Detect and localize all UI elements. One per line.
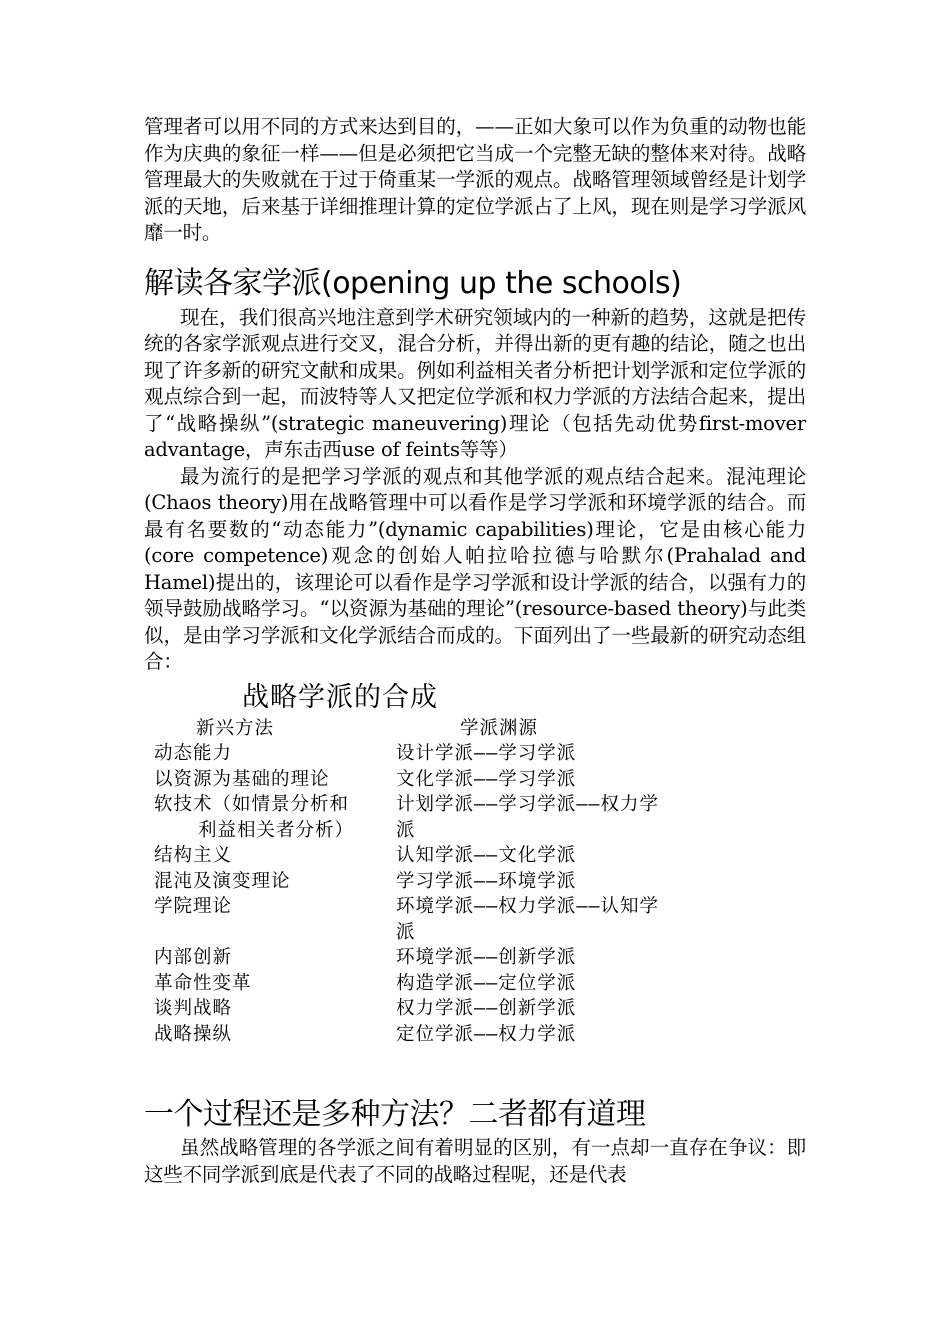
method-text: 混沌及演变理论: [154, 870, 291, 892]
table-row: [144, 741, 806, 767]
table-cell-method: [144, 843, 396, 869]
table-row: [144, 767, 806, 793]
method-text: 以资源为基础的理论: [154, 768, 330, 790]
method-text-continued: 利益相关者分析）: [198, 819, 355, 841]
method-text: 学院理论: [154, 896, 233, 917]
table-cell-method: [144, 792, 396, 843]
method-text: 动态能力: [154, 743, 233, 764]
table-cell-method: [144, 971, 396, 997]
origin-text: 学习学派——环境学派: [396, 870, 577, 892]
section1-paragraph-1: 现在，我们很高兴地注意到学术研究领域内的一种新的趋势，这就是把传统的各家学派观点进行交叉，混合分析，并得出新的更有趣的结论，随之也出现了许多新的研究文献和成果。例如利益相关者分析把计划学派和定位学派的观点综合到一起，而波特等人又把定位学派和权力学派的方法结合起来，提出了“战略操纵”(strategic maneuvering)理论（包括先动优势first-mover advantage，声东击西use of feints等等）: [144, 305, 806, 461]
table-row: [144, 996, 806, 1022]
method-text: 内部创新: [154, 947, 233, 968]
section1-paragraph-2: 最为流行的是把学习学派的观点和其他学派的观点结合起来。混沌理论(Chaos theory)用在战略管理中可以看作是学习学派和环境学派的结合。而最有名要数的“动态能力”(dynamic capabilities)理论，它是由核心能力(core competence)观念的创始人帕拉哈拉德与哈默尔(Prahalad and Hamel)提出的，该理论可以看作是学习学派和设计学派的结合，以强有力的领导鼓励战略学习。“以资源为基础的理论”(resource-based theory)与此类似，是由学习学派和文化学派结合而成的。下面列出了一些最新的研究动态组合：: [144, 464, 806, 673]
table-row: [144, 945, 806, 971]
table-cell-method: [144, 1022, 396, 1048]
origin-text: 设计学派——学习学派: [396, 743, 577, 764]
table-row: [144, 1022, 806, 1048]
table-body: [144, 741, 806, 1047]
document-page: [144, 114, 806, 1188]
table-cell-origin: [396, 971, 776, 997]
origin-text: 认知学派——文化学派: [396, 845, 577, 866]
table-row: [144, 792, 806, 843]
method-text: 战略操纵: [154, 1023, 233, 1045]
table-header-origin: 学派渊源: [460, 717, 539, 739]
table-cell-origin: [396, 741, 776, 767]
origin-text-continued: 派: [396, 921, 416, 943]
table-cell-origin: [396, 869, 776, 895]
origin-text: 环境学派——权力学派——认知学: [396, 896, 660, 917]
table-cell-method: [144, 894, 396, 945]
table-cell-origin: [396, 996, 776, 1022]
origin-text-continued: 派: [396, 819, 416, 841]
table-cell-method: [144, 767, 396, 793]
origin-text: 定位学派——权力学派: [396, 1023, 577, 1045]
table-cell-method: [144, 741, 396, 767]
origin-text: 权力学派——创新学派: [396, 998, 577, 1019]
table-cell-origin: [396, 894, 776, 945]
table-title: 战略学派的合成: [242, 681, 438, 713]
table-cell-origin: [396, 792, 776, 843]
table-cell-origin: [396, 1022, 776, 1048]
origin-text: 文化学派——学习学派: [396, 768, 577, 790]
method-text: 谈判战略: [154, 998, 233, 1019]
section-heading-opening-up-schools: 解读各家学派(opening up the schools): [144, 265, 682, 301]
method-text: 革命性变革: [154, 972, 252, 994]
section2-paragraph: 虽然战略管理的各学派之间有着明显的区别，有一点却一直存在争议：即这些不同学派到底是代表了不同的战略过程呢，还是代表: [144, 1136, 806, 1186]
section-heading-process-or-methods: 一个过程还是多种方法？二者都有道理: [144, 1097, 646, 1132]
method-text: 软技术（如情景分析和: [154, 794, 350, 815]
table-row: [144, 971, 806, 997]
table-cell-method: [144, 869, 396, 895]
intro-paragraph: 管理者可以用不同的方式来达到目的，——正如大象可以作为负重的动物也能作为庆典的象征一样——但是必须把它当成一个完整无缺的整体来对待。战略管理最大的失败就在于过于倚重某一学派的观点。战略管理领域曾经是计划学派的天地，后来基于详细推理计算的定位学派占了上风，现在则是学习学派风靡一时。: [144, 115, 806, 244]
table-cell-origin: [396, 843, 776, 869]
table-row: [144, 894, 806, 945]
table-cell-method: [144, 945, 396, 971]
origin-text: 计划学派——学习学派——权力学: [396, 794, 660, 815]
method-text: 结构主义: [154, 845, 233, 866]
table-cell-method: [144, 996, 396, 1022]
schools-synthesis-table: [144, 716, 806, 1048]
table-header-row: [144, 716, 806, 742]
origin-text: 构造学派——定位学派: [396, 972, 577, 994]
table-cell-origin: [396, 945, 776, 971]
table-cell-origin: [396, 767, 776, 793]
table-row: [144, 843, 806, 869]
table-header-method: 新兴方法: [196, 717, 275, 739]
table-row: [144, 869, 806, 895]
origin-text: 环境学派——创新学派: [396, 947, 577, 968]
